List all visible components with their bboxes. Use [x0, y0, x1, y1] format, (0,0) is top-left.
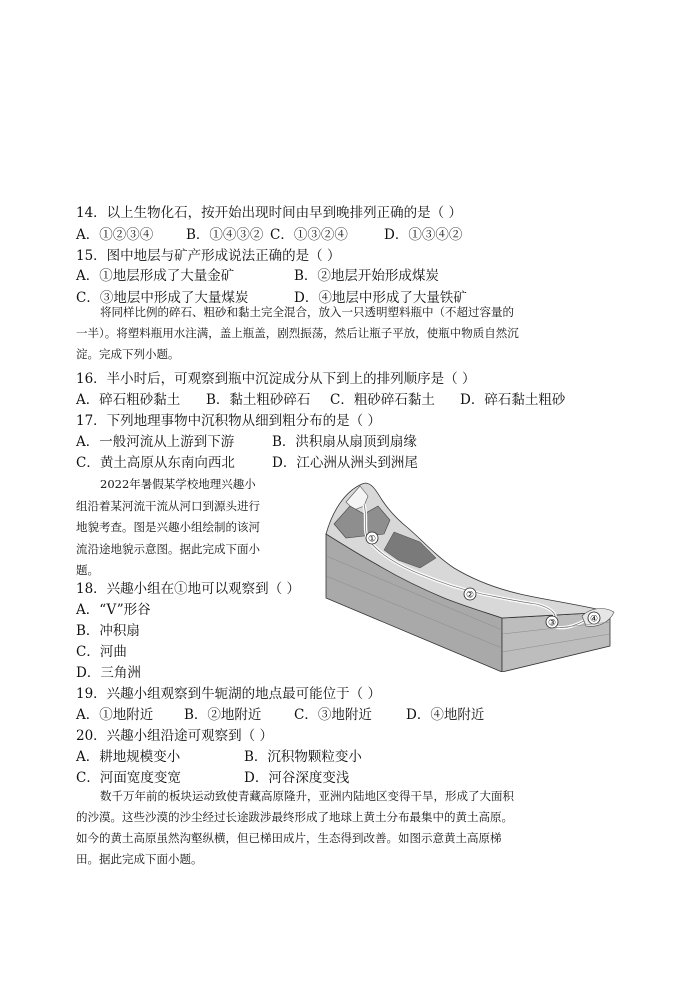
- site-label-1: ①: [367, 534, 377, 545]
- passage-line: 的沙漠。这些沙漠的沙尘经过长途跋涉最终形成了地球上黄土分布最集中的黄土高原。: [76, 810, 513, 824]
- q16-stem: 16．半小时后，可观察到瓶中沉淀成分从下到上的排列顺序是（ ）: [76, 371, 476, 387]
- passage-line: 淀。完成下列小题。: [76, 347, 180, 361]
- passage-line: 一半）。将塑料瓶用水注满，盖上瓶盖，剧烈振荡，然后让瓶子平放，使瓶中物质自然沉: [76, 326, 519, 340]
- site-label-4: ④: [589, 614, 599, 625]
- site-label-2: ②: [465, 590, 475, 601]
- q16-option-b[interactable]: B．黏土粗砂碎石: [206, 392, 311, 408]
- q20-option-b[interactable]: B．沉积物颗粒变小: [244, 749, 362, 765]
- q16-option-d[interactable]: D．碎石黏土粗砂: [460, 392, 566, 408]
- q16-option-c[interactable]: C．粗砂碎石黏土: [330, 392, 435, 408]
- q20-option-c[interactable]: C．河面宽度变宽: [76, 770, 181, 786]
- q18-option-c[interactable]: C．河曲: [76, 644, 127, 660]
- q15-stem: 15．图中地层与矿产形成说法正确的是（ ）: [76, 248, 341, 264]
- q14-stem: 14．以上生物化石，按开始出现时间由早到晚排列正确的是（ ）: [76, 205, 462, 221]
- river-landform-diagram: [324, 476, 622, 672]
- passage-line: 题。: [76, 563, 99, 577]
- q14-option-c[interactable]: C．①③②④: [270, 227, 348, 243]
- passage-line: 2022年暑假某学校地理兴趣小: [100, 477, 256, 491]
- passage-line: 组沿着某河流干流从河口到源头进行: [76, 498, 260, 513]
- q15-option-c[interactable]: C．③地层中形成了大量煤炭: [76, 290, 249, 306]
- q19-option-d[interactable]: D．④地附近: [406, 707, 485, 723]
- q19-stem: 19．兴趣小组观察到牛轭湖的地点最可能位于（ ）: [76, 686, 381, 702]
- q17-stem: 17．下列地理事物中沉积物从细到粗分布的是（ ）: [76, 413, 381, 429]
- q19-option-c[interactable]: C．③地附近: [294, 707, 372, 723]
- q20-options-row2: [76, 769, 616, 787]
- q19-option-a[interactable]: A．①地附近: [76, 707, 154, 723]
- q17-option-b[interactable]: B．洪积扇从扇顶到扇缘: [272, 434, 417, 450]
- site-marker-2: [464, 588, 476, 601]
- q16-options: [76, 391, 616, 409]
- passage-line: 流沿途地貌示意图。据此完成下面小: [76, 541, 260, 556]
- q18-option-d[interactable]: D．三角洲: [76, 665, 141, 681]
- q14-options: [76, 226, 616, 244]
- q15-option-d[interactable]: D．④地层中形成了大量铁矿: [294, 290, 467, 306]
- q15-option-a[interactable]: A．①地层形成了大量金矿: [76, 268, 235, 284]
- site-marker-3: [546, 616, 558, 629]
- passage-line: 地貌考查。图是兴趣小组绘制的该河: [76, 520, 260, 534]
- passage-line: 如今的黄土高原虽然沟壑纵横，但已梯田成片，生态得到改善。如图示意黄土高原梯: [76, 831, 502, 845]
- q19-option-b[interactable]: B．②地附近: [184, 707, 262, 723]
- q18-option-a[interactable]: A．“V”形谷: [76, 602, 151, 618]
- passage-river-survey: [76, 474, 302, 582]
- passage-line: 数千万年前的板块运动致使青藏高原隆升，亚洲内陆地区变得干旱，形成了大面积: [100, 789, 514, 803]
- q17-option-a[interactable]: A．一般河流从上游到下游: [76, 434, 235, 450]
- q15-options-row1: [76, 267, 616, 285]
- q20-stem: 20．兴趣小组沿途可观察到（ ）: [76, 728, 273, 744]
- site-marker-4: [588, 612, 600, 625]
- site-marker-1: [366, 532, 378, 545]
- q18-option-b[interactable]: B．冲积扇: [76, 623, 140, 639]
- passage-sediment: [76, 302, 616, 365]
- q17-option-c[interactable]: C．黄土高原从东南向西北: [76, 455, 235, 471]
- passage-loess-plateau: [76, 786, 616, 870]
- site-label-3: ③: [547, 618, 557, 629]
- q14-option-d[interactable]: D．①③④②: [384, 227, 463, 243]
- q20-option-d[interactable]: D．河谷深度变浅: [244, 770, 350, 786]
- q17-option-d[interactable]: D．江心洲从洲头到洲尾: [272, 455, 418, 471]
- q17-options-row2: [76, 454, 616, 472]
- q15-option-b[interactable]: B．②地层开始形成煤炭: [294, 268, 439, 284]
- q19-options: [76, 706, 616, 724]
- passage-line: 田。据此完成下面小题。: [76, 852, 203, 866]
- q20-options-row1: [76, 748, 616, 766]
- q14-option-a[interactable]: A．①②③④: [76, 227, 154, 243]
- q14-option-b[interactable]: B．①④③②: [186, 227, 264, 243]
- q16-option-a[interactable]: A．碎石粗砂黏土: [76, 392, 181, 408]
- q17-options-row1: [76, 433, 616, 451]
- passage-line: 将同样比例的碎石、粗砂和黏土完全混合，放入一只透明塑料瓶中（不超过容量的: [100, 305, 514, 319]
- q18-stem: 18．兴趣小组在①地可以观察到（ ）: [76, 581, 300, 597]
- q20-option-a[interactable]: A．耕地规模变小: [76, 749, 181, 765]
